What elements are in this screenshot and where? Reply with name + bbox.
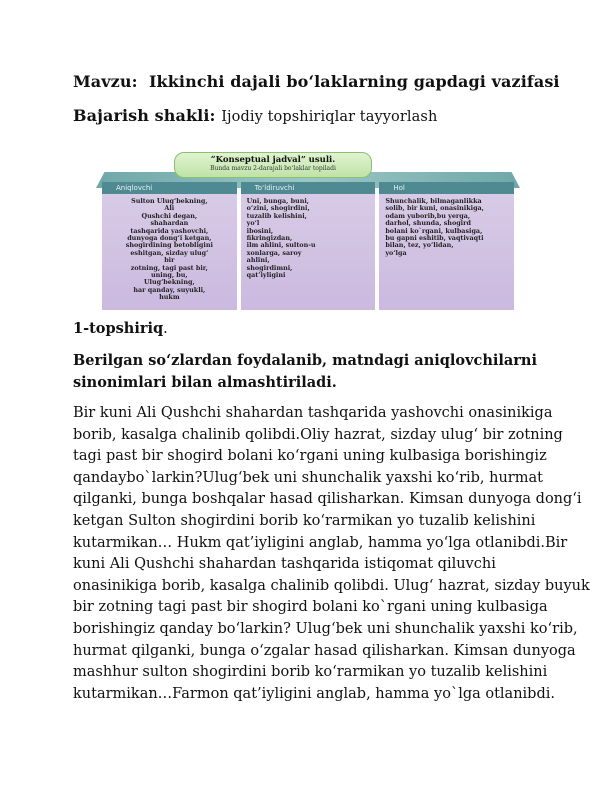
- figure-banner: [174, 152, 372, 178]
- paragraph-line: onasinikiga borib, kasalga chalinib qolibdi. Ulug‘ hazrat, sizday buyuk: [73, 577, 590, 594]
- task-label: 1-topshiriq: [73, 320, 164, 337]
- topic-line: [73, 72, 560, 91]
- paragraph-line: Bir kuni Ali Qushchi shahardan tashqarida yashovchi onasinikiga: [73, 405, 553, 421]
- topic-label: Mavzu:: [73, 72, 138, 91]
- paragraph-line: bir zotning tagi past bir shogird bolani ko`rgani uning kulbasiga: [73, 599, 548, 616]
- paragraph-line: ketgan Sulton shogirdini borib ko‘rarmikan yo tuzalib kelishini: [73, 512, 536, 529]
- task-dot: .: [163, 321, 168, 337]
- paragraph-line: hurmat qilganki, bunga o‘zgalar hasad qilisharkan. Kimsan dunyoga: [73, 642, 576, 659]
- paragraph-line: qandaybo`larkin?Ulug‘bek uni shunchalik yaxshi ko‘rib, hurmat: [73, 469, 543, 486]
- figure-column-header: To‘ldiruvchi: [241, 182, 376, 194]
- figure-column-toldiruvchi: [241, 182, 376, 310]
- paragraph-line: qilganki, bunga boshqalar hasad qilisharkan. Kimsan dunyoga dong‘i: [73, 491, 582, 508]
- figure-banner-subtitle: Bunda mavzu 2-darajali bo‘laklar topiladi: [210, 165, 336, 173]
- figure-column-header: Hol: [379, 182, 514, 194]
- figure-column-header: Aniqlovchi: [102, 182, 237, 194]
- task-heading: [73, 320, 168, 337]
- figure-column-aniqlovchi: [102, 182, 237, 310]
- form-label: Bajarish shakli:: [73, 106, 216, 125]
- paragraph-line: mashhur sulton shogirdini borib ko‘rarmikan yo tuzalib kelishini: [73, 664, 548, 681]
- figure-column-body: Uni, bunga, buni, o‘zini, shogirdini, tuzalib kelishini, yo‘l ibosini, fikringizdan, ilm ahlini, sulton-u xonlarga, saroy ahlini, shogirdimni, qat’iyligini: [241, 194, 376, 310]
- conceptual-table-figure: [96, 152, 520, 312]
- figure-column-body: Shunchalik, bilmaganlikka solib, bir kuni, onasinikiga, odam yuborib,bu yerga, darhol, shunda, shogird bolani ko`rgani, kulbasiga, bu gapni eshitib, vaqtivaqti bilan, tez, yo‘lidan, yo‘lga: [379, 194, 514, 310]
- paragraph-line: tagi past bir shogird bolani ko‘rgani uning kulbasiga borishingiz: [73, 448, 547, 465]
- paragraph-line: kutarmikan…Farmon qat’iyligini anglab, hamma yo`lga otlanibdi.: [73, 685, 555, 702]
- task-paragraph: [73, 403, 590, 705]
- task-instruction: Berilgan so‘zlardan foydalanib, matndagi aniqlovchilarni sinonimlari bilan almashtiriladi.: [73, 352, 537, 391]
- paragraph-line: kutarmikan… Hukm qat’iyligini anglab, hamma yo‘lga otlanibdi.Bir: [73, 534, 568, 551]
- figure-columns: [102, 182, 514, 310]
- topic-text: Ikkinchi dajali bo‘laklarning gapdagi vazifasi: [148, 72, 560, 91]
- assignment-form-line: [73, 106, 437, 125]
- paragraph-line: borib, kasalga chalinib qolibdi.Oliy hazrat, sizday ulug‘ bir zotning: [73, 426, 563, 443]
- form-text: Ijodiy topshiriqlar tayyorlash: [221, 109, 438, 125]
- paragraph-line: borishingiz qanday bo‘larkin? Ulug‘bek uni shunchalik yaxshi ko‘rib,: [73, 620, 578, 637]
- paragraph-line: kuni Ali Qushchi shahardan tashqarida istiqomat qiluvchi: [73, 556, 496, 573]
- figure-column-hol: [379, 182, 514, 310]
- figure-column-body: Sulton Ulug‘bekning, Ali Qushchi degan, shahardan tashqarida yashovchi, dunyoga dong‘i ketgan, shogirdining betobligini eshitgan, sizday ulug‘ bir zotning, tagi past bir, uning, bu, Ulug‘bekning, har qanday, suyukli, hukm: [102, 194, 237, 310]
- figure-banner-title: “Konseptual jadval” usuli.: [210, 155, 336, 165]
